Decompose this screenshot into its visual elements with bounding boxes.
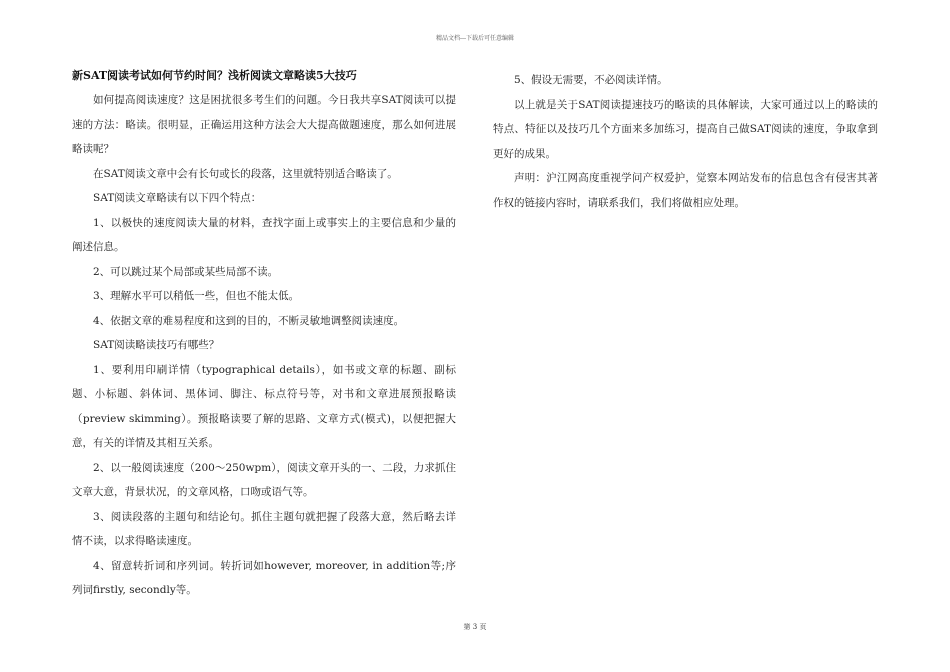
paragraph: SAT阅读文章略读有以下四个特点： bbox=[93, 192, 262, 204]
paragraph: 2、可以跳过某个局部或某些局部不读。 bbox=[93, 265, 279, 278]
page-number: 第 3 页 bbox=[463, 623, 487, 631]
paragraph: SAT阅读略读技巧有哪些？ bbox=[93, 339, 220, 351]
paragraph: 以上就是关于SAT阅读提速技巧的略读的具体解读，大家可通过以上的略读的特点、特征以及技巧几个方面来多加练习，提高自己做SAT阅读的速度，争取拿到更好的成果。 bbox=[493, 98, 878, 160]
paragraph: 如何提高阅读速度？这是困扰很多考生们的问题。今日我共享SAT阅读可以提速的方法：略读。很明显，正确运用这种方法会大大提高做题速度，那么如何进展略读呢？ bbox=[72, 94, 456, 155]
page-header: 精品文档---下载后可任意编辑 bbox=[435, 35, 515, 42]
paragraph: 3、阅读段落的主题句和结论句。抓住主题句就把握了段落大意，然后略去详情不读，以求得略读速度。 bbox=[72, 510, 456, 547]
paragraph: 3、理解水平可以稍低一些，但也不能太低。 bbox=[93, 290, 300, 302]
paragraph: 4、依据文章的难易程度和这到的目的，不断灵敏地调整阅读速度。 bbox=[93, 314, 405, 327]
paragraph: 声明：沪江网高度重视学问产权爱护，觉察本网站发布的信息包含有侵害其著作权的链接内容时，请联系我们，我们将做相应处理。 bbox=[493, 172, 878, 209]
paragraph: 在SAT阅读文章中会有长句或长的段落，这里就特别适合略读了。 bbox=[93, 167, 398, 180]
paragraph: 1、以极快的速度阅读大量的材料，查找字面上或事实上的主要信息和少量的阐述信息。 bbox=[72, 216, 456, 253]
right-column bbox=[493, 68, 878, 215]
paragraph: 4、留意转折词和序列词。转折词如however, moreover, in addition等;序列词firstly, secondly等。 bbox=[72, 559, 456, 596]
paragraph: 2、以一般阅读速度（200～250wpm），阅读文章开头的一、二段，力求抓住文章大意，背景状况，的文章风格，口吻或语气等。 bbox=[72, 461, 456, 498]
paragraph: 1、要利用印刷详情（typographical details），如书或文章的标题、副标题、小标题、斜体词、黑体词、脚注、标点符号等，对书和文章进展预报略读（preview skimming）。预报略读要了解的思路、文章方式(模式)，以便把握大意，有关的详情及其相互关系。 bbox=[72, 363, 456, 449]
article-title: 新SAT阅读考试如何节约时间？浅析阅读文章略读5大技巧 bbox=[72, 69, 357, 82]
left-column bbox=[72, 68, 456, 603]
paragraph: 5、假设无需要，不必阅读详情。 bbox=[514, 74, 668, 86]
